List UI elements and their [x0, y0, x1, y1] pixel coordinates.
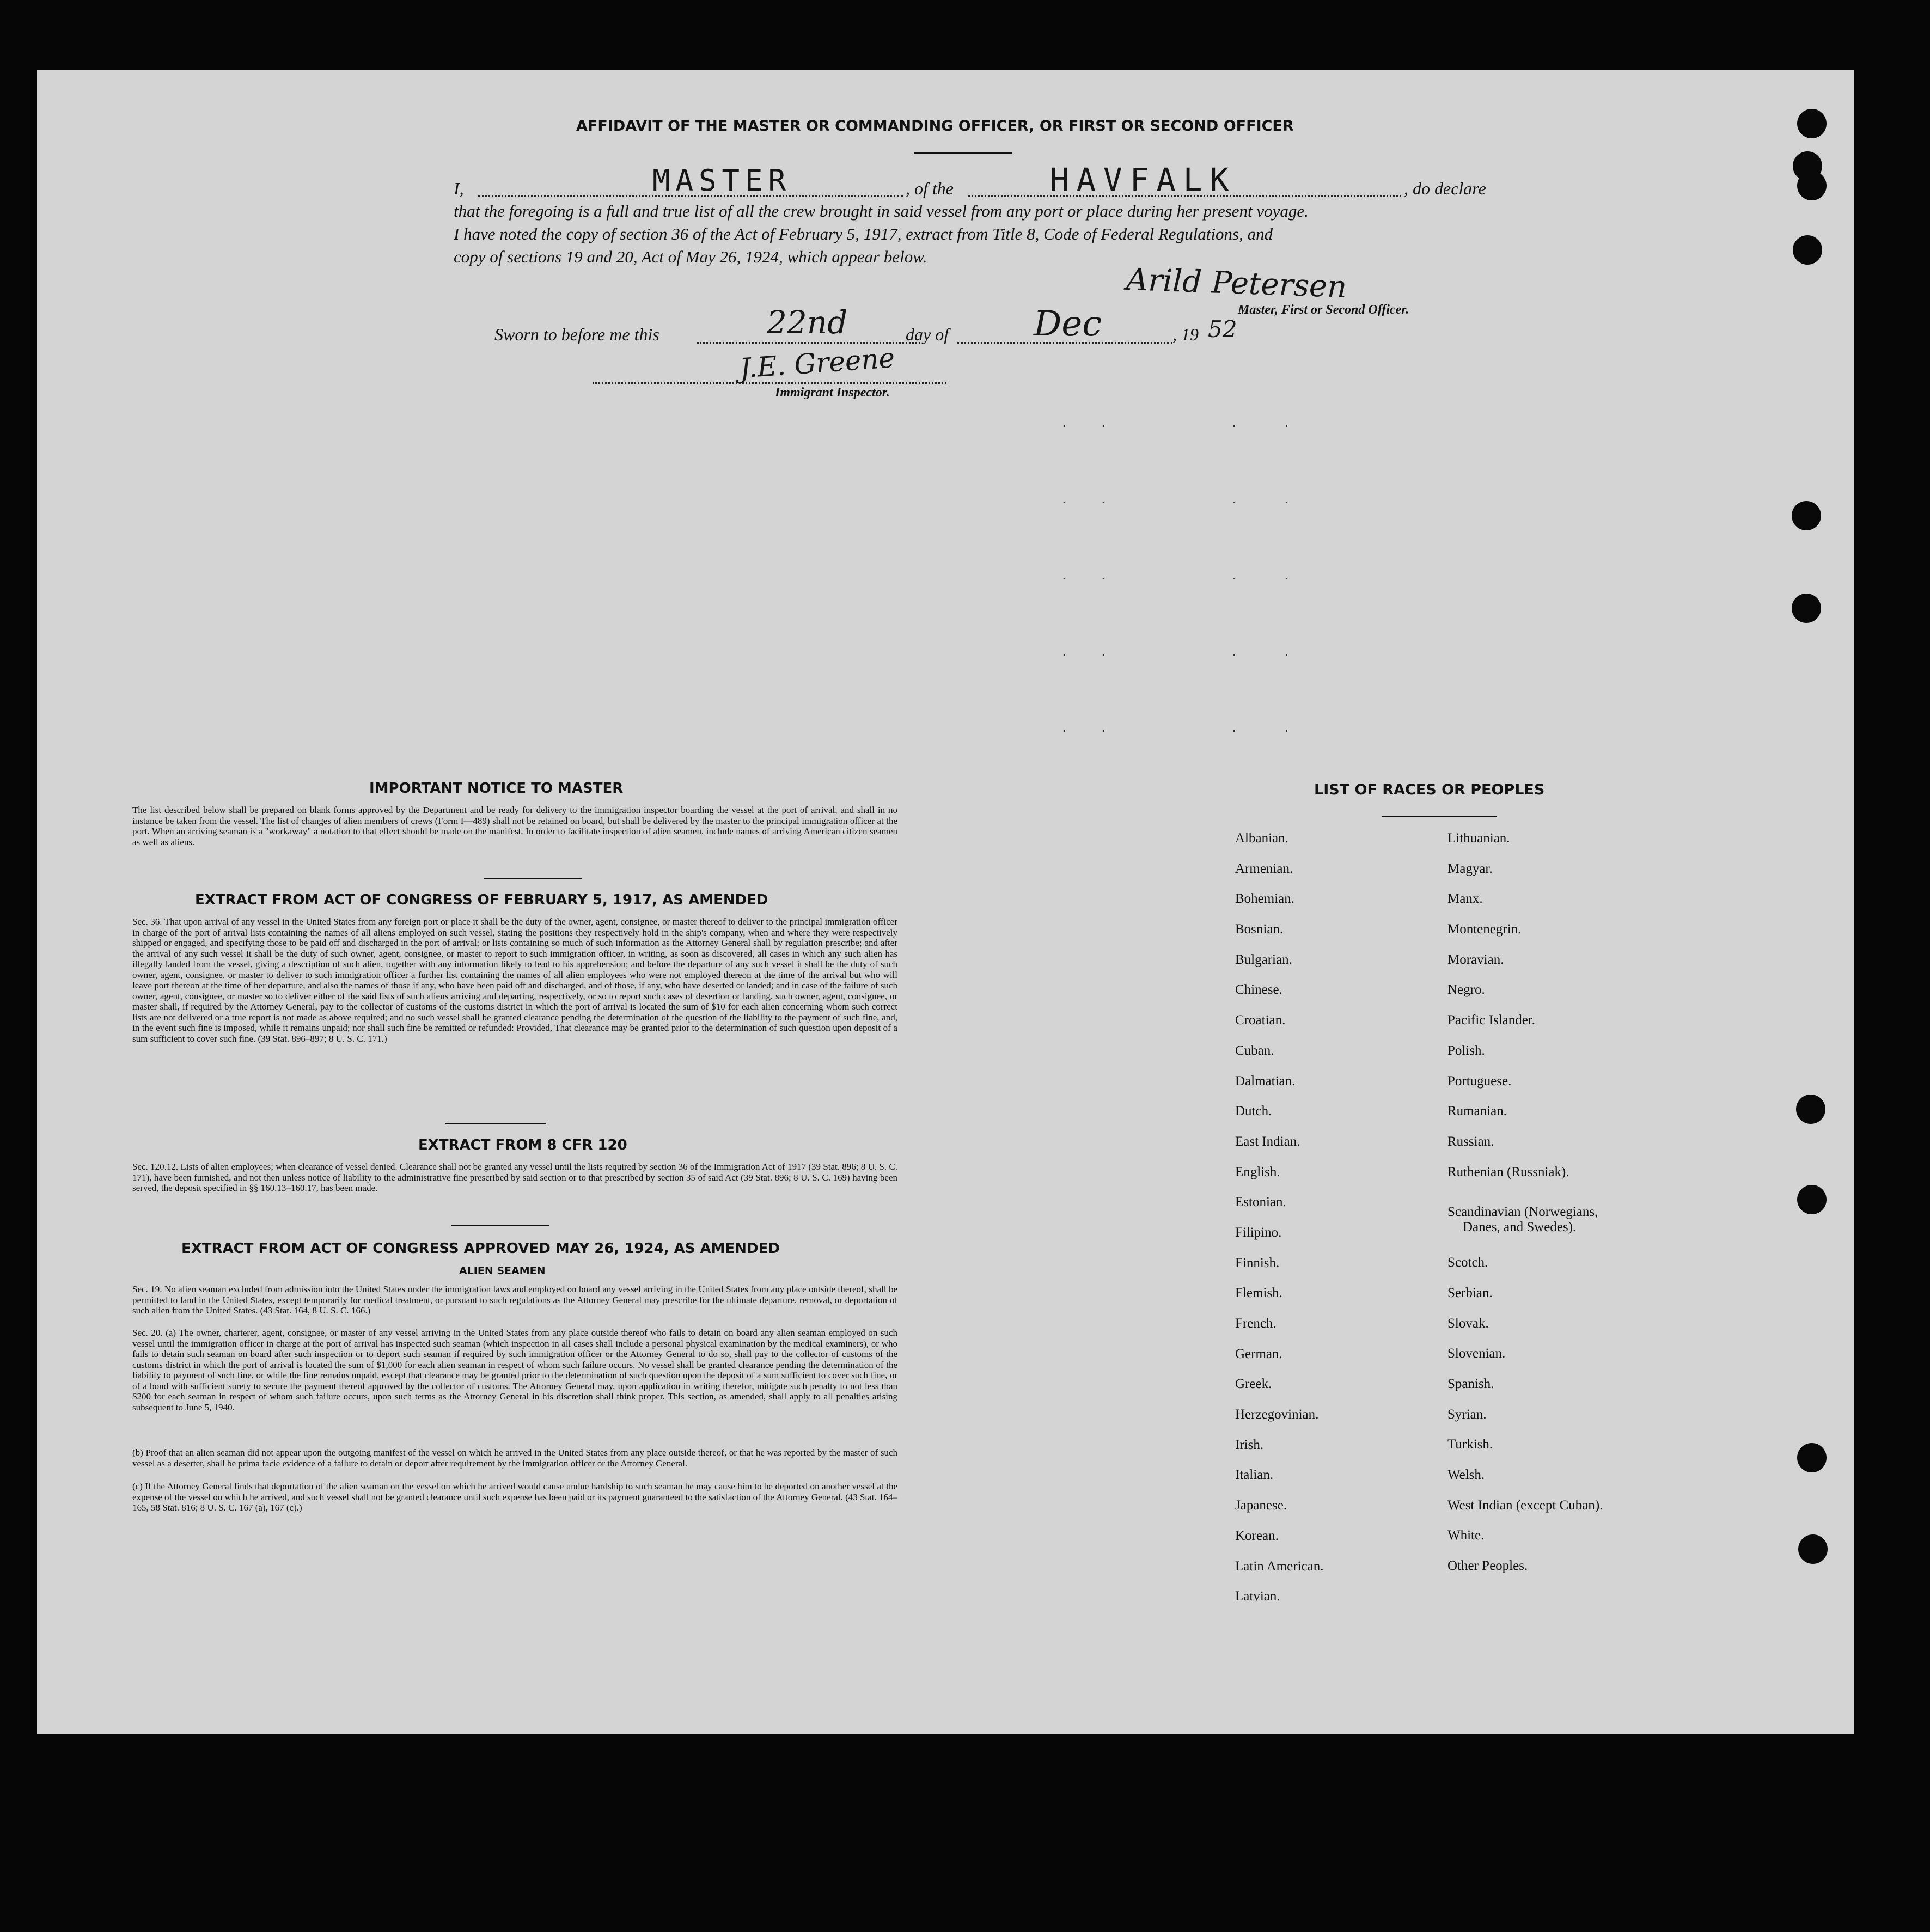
- race-item: Scandinavian (Norwegians,: [1447, 1205, 1598, 1220]
- race-item: Montenegrin.: [1447, 922, 1522, 937]
- day-of-label: day of: [906, 325, 949, 344]
- race-item: Moravian.: [1447, 952, 1504, 967]
- race-item: Korean.: [1235, 1528, 1279, 1543]
- race-item: Croatian.: [1235, 1013, 1286, 1028]
- notice-heading: IMPORTANT NOTICE TO MASTER: [369, 780, 624, 797]
- race-item: Albanian.: [1235, 831, 1288, 846]
- punch-hole: [1793, 235, 1822, 265]
- section-divider: [484, 878, 582, 879]
- affidavit-heading: AFFIDAVIT OF THE MASTER OR COMMANDING OFFICER, OR FIRST OR SECOND OFFICER: [576, 118, 1294, 134]
- races-left-column: [1235, 831, 1323, 1619]
- punch-hole: [1797, 171, 1827, 200]
- race-item: Italian.: [1235, 1468, 1274, 1483]
- race-item: Serbian.: [1447, 1285, 1493, 1300]
- bleed-through-marks: . . . .: [1061, 647, 1290, 659]
- bleed-through-marks: . . . .: [1061, 571, 1290, 583]
- heading-divider: [914, 152, 1012, 154]
- race-item: Pacific Islander.: [1447, 1013, 1536, 1028]
- race-item: Magyar.: [1447, 861, 1493, 876]
- extract-1917-body: Sec. 36. That upon arrival of any vessel in the United States from any foreign port or place it shall be the duty of the owner, agent, consignee, or master thereof to deliver to the principal immigration officer in charge of the port of arrival lists containing the names of all aliens employed on such vessel, stating the positions they respectively hold in the ship's company, when and where they were respectively shipped or engaged, and specifying those to be paid off and discharged in the port of arrival; or lists containing so much of such information as the Attorney General shall by regulation prescribe; and after the arrival of any such vessel it shall be the duty of such owner, agent, consignee, or master to report to such immigration officer, in writing, as soon as discovered, all cases in which any such alien has illegally landed from the vessel, giving a description of such alien, together with any information likely to lead to his apprehension; and before the departure of any such vessel it shall be the duty of such owner, agent, consignee, or master to deliver to such immigration officer a further list containing the names of all alien employees who were not employed thereon at the time of the arrival but who will leave port thereon at the time of her departure, and also the names of those if any, who have been paid off and discharged, and of those, if any, who have deserted or landed; and in case of the failure of such owner, agent, consignee, or master so to deliver either of the said lists of such aliens arriving and departing, respectively, or so to report such cases of desertion or landing, such owner, agent, consignee, or master shall, if required by the Attorney General, pay to the collector of customs of the customs district in which the port of arrival is located the sum of $10 for each alien concerning whom such correct lists are not delivered or a true report is not made as above required; and no such vessel shall be granted clearance pending the determination of the question of the liability to the payment of such fine, and, in the event such fine is imposed, while it remains unpaid; nor shall such fine be remitted or refunded: Provided, That clearance may be granted prior to the determination of such question upon deposit of a sum sufficient to cover such fine. (39 Stat. 896–897; 8 U. S. C. 171.): [132, 916, 897, 1044]
- bleed-through-marks: . . . .: [1061, 723, 1290, 736]
- punch-hole: [1797, 109, 1827, 138]
- race-item: Chinese.: [1235, 982, 1282, 998]
- officer-title-handwritten: MASTER: [652, 163, 792, 198]
- extract-1924-section-19: Sec. 19. No alien seaman excluded from admission into the United States under the immigration laws and employed on board any vessel arriving in the United States from any place outside thereof, shall be permitted to land in the United States, except temporarily for medical treatment, or pursuant to such regulations as the Attorney General may prescribe for the ultimate departure, removal, or deportation of such alien from the United States. (43 Stat. 164, 8 U. S. C. 166.): [132, 1284, 897, 1316]
- race-item: Dutch.: [1235, 1104, 1272, 1119]
- races-heading: LIST OF RACES OR PEOPLES: [1314, 781, 1545, 798]
- extract-1924-section-20c: (c) If the Attorney General finds that deportation of the alien seaman on the vessel on which he arrived would cause undue hardship to such seaman he may cause him to be deported on another vessel at the expense of the vessel on which he arrived, and such vessel shall not be granted clearance until such expense has been paid or its payment guaranteed to the satisfaction of the Attorney General. (43 Stat. 164–165, 58 Stat. 816; 8 U. S. C. 167 (a), 167 (c).): [132, 1481, 897, 1513]
- section-divider: [451, 1225, 549, 1226]
- races-right-column: [1447, 831, 1603, 1589]
- year-prefix-label: , 19: [1172, 325, 1199, 344]
- race-item: French.: [1235, 1316, 1277, 1331]
- vessel-name-handwritten: HAVFALK: [1050, 161, 1237, 198]
- race-item: Other Peoples.: [1447, 1558, 1528, 1574]
- affidavit-statement-line-3: copy of sections 19 and 20, Act of May 26, 1924, which appear below.: [454, 247, 927, 266]
- race-item: Danes, and Swedes).: [1463, 1220, 1577, 1235]
- extract-1924-section-20b: (b) Proof that an alien seaman did not appear upon the outgoing manifest of the vessel on which he arrived in the United States from any place outside thereof, or that he was reported by the master of such vessel as a deserter, shall be prima facie evidence of a failure to detain or deport after requirement by the immigration officer or the Attorney General.: [132, 1447, 897, 1469]
- race-item: Bulgarian.: [1235, 952, 1292, 967]
- race-item: Finnish.: [1235, 1255, 1280, 1270]
- sworn-month-handwritten: Dec: [1034, 304, 1102, 344]
- race-item: Cuban.: [1235, 1043, 1274, 1058]
- race-item: Irish.: [1235, 1437, 1264, 1452]
- sworn-label: Sworn to before me this: [494, 325, 659, 344]
- race-item: Greek.: [1235, 1377, 1272, 1392]
- race-item: Syrian.: [1447, 1407, 1487, 1422]
- sworn-day-handwritten: 22nd: [767, 304, 848, 341]
- punch-hole: [1798, 1534, 1828, 1564]
- inspector-signature-line: [593, 382, 946, 384]
- punch-hole: [1792, 501, 1821, 530]
- affidavit-statement-line-2: I have noted the copy of section 36 of the Act of February 5, 1917, extract from Title 8, Code of Federal Regulations, and: [454, 224, 1273, 243]
- race-item: Japanese.: [1235, 1498, 1287, 1513]
- extract-1924-heading: EXTRACT FROM ACT OF CONGRESS APPROVED MAY 26, 1924, AS AMENDED: [181, 1240, 780, 1257]
- do-declare-label: , do declare: [1404, 179, 1486, 198]
- alien-seamen-subheading: ALIEN SEAMEN: [459, 1265, 546, 1277]
- race-item: East Indian.: [1235, 1134, 1300, 1149]
- punch-hole: [1797, 1443, 1827, 1472]
- punch-hole: [1797, 1185, 1827, 1214]
- sworn-year-handwritten: 52: [1208, 316, 1237, 343]
- bleed-through-marks: . . . .: [1061, 494, 1290, 507]
- notice-body: The list described below shall be prepared on blank forms approved by the Department and be ready for delivery to the immigration inspector boarding the vessel at the port of arrival, and shall in no instance be taken from the vessel. The list of changes of alien members of crews (Form I—489) shall not be retained on board, but shall be delivered by the master to the principal immigration officer at the port. When an arriving seaman is a "workaway" a notation to that effect should be made on the manifest. In order to facilitate inspection of alien seamen, include names of arriving American citizen seamen as well as aliens.: [132, 805, 897, 847]
- race-item: Welsh.: [1447, 1468, 1485, 1483]
- race-item: White.: [1447, 1528, 1485, 1543]
- inspector-signature-caption: Immigrant Inspector.: [775, 386, 890, 400]
- race-item: Rumanian.: [1447, 1104, 1507, 1119]
- race-item: English.: [1235, 1164, 1280, 1179]
- race-item: Spanish.: [1447, 1377, 1494, 1391]
- race-item: Latvian.: [1235, 1589, 1280, 1604]
- race-item: Herzegovinian.: [1235, 1407, 1319, 1422]
- officer-signature-caption: Master, First or Second Officer.: [1238, 303, 1409, 317]
- punch-hole: [1792, 594, 1821, 623]
- extract-1924-section-20a: Sec. 20. (a) The owner, charterer, agent, consignee, or master of any vessel arriving in the United States from any place outside thereof who fails to detain on board any alien seaman employed on such vessel until the immigration officer in charge at the port of arrival has inspected such seaman (which inspection in all cases shall include a personal physical examination by the medical examiners), or who fails to detain such seaman on board after such inspection or to deport such seaman if required by such immigration officer or the Attorney General to do so, shall pay to the collector of customs of the customs district in which the port of arrival is located the sum of $1,000 for each alien seaman in respect of whom such failure occurs. No vessel shall be granted clearance pending the determination of the liability to payment of such fine, or while the fine remains unpaid, except that clearance may be granted prior to the determination of such question upon the deposit of a sum sufficient to cover such fine, or of a bond with sufficient surety to secure the payment thereof approved by the collector of customs. The Attorney General may, upon application in writing therefor, mitigate such penalty to not less than $200 for each seaman in respect of whom such failure occurs, upon such terms as the Attorney General in his discretion shall think proper. This section, as amended, shall apply to all penalties arising subsequent to June 5, 1940.: [132, 1328, 897, 1413]
- race-item: Armenian.: [1235, 861, 1293, 876]
- bleed-through-marks: . . . .: [1061, 418, 1290, 431]
- race-item: Estonian.: [1235, 1195, 1286, 1210]
- i-label: I,: [454, 179, 464, 198]
- race-item: Negro.: [1447, 982, 1485, 998]
- race-item: Turkish.: [1447, 1437, 1493, 1452]
- race-item: Latin American.: [1235, 1558, 1324, 1574]
- extract-cfr-body: Sec. 120.12. Lists of alien employees; when clearance of vessel denied. Clearance shall not be granted any vessel until the lists required by section 36 of the Immigration Act of 1917 (39 Stat. 896; 8 U. S. C. 171), have been furnished, and not then unless notice of liability to the administrative fine prescribed by said section or to that prescribed by section 35 of said Act (39 Stat. 896; 8 U. S. C. 169) having been served, the deposit specified in §§ 160.13–160.17, has been made.: [132, 1161, 897, 1193]
- section-divider: [445, 1123, 546, 1124]
- extract-1917-heading: EXTRACT FROM ACT OF CONGRESS OF FEBRUARY 5, 1917, AS AMENDED: [195, 892, 768, 908]
- race-item: Polish.: [1447, 1043, 1485, 1058]
- of-the-label: , of the: [906, 179, 954, 198]
- races-heading-divider: [1382, 816, 1497, 817]
- race-item: Lithuanian.: [1447, 831, 1510, 846]
- inspector-signature: J.E. Greene: [738, 342, 896, 384]
- form-page: [37, 70, 1854, 1734]
- race-item: Dalmatian.: [1235, 1073, 1296, 1089]
- affidavit-statement-line-1: that the foregoing is a full and true list of all the crew brought in said vessel from any port or place during her present voyage.: [454, 201, 1309, 221]
- race-item: Manx.: [1447, 891, 1483, 907]
- race-item: West Indian (except Cuban).: [1447, 1497, 1603, 1513]
- extract-cfr-heading: EXTRACT FROM 8 CFR 120: [418, 1137, 627, 1153]
- race-item: Slovak.: [1447, 1316, 1489, 1331]
- race-item: Filipino.: [1235, 1225, 1282, 1240]
- race-item: Scotch.: [1447, 1255, 1488, 1270]
- race-item: Portuguese.: [1447, 1073, 1512, 1089]
- race-item: Flemish.: [1235, 1286, 1282, 1301]
- race-item: Bosnian.: [1235, 922, 1284, 937]
- race-item: Slovenian.: [1447, 1346, 1506, 1361]
- punch-hole: [1796, 1095, 1825, 1124]
- race-item: Bohemian.: [1235, 891, 1295, 907]
- race-item: Ruthenian (Russniak).: [1447, 1164, 1569, 1179]
- race-item: German.: [1235, 1346, 1282, 1361]
- race-item: Russian.: [1447, 1134, 1494, 1149]
- officer-signature: Arild Petersen: [1125, 261, 1348, 305]
